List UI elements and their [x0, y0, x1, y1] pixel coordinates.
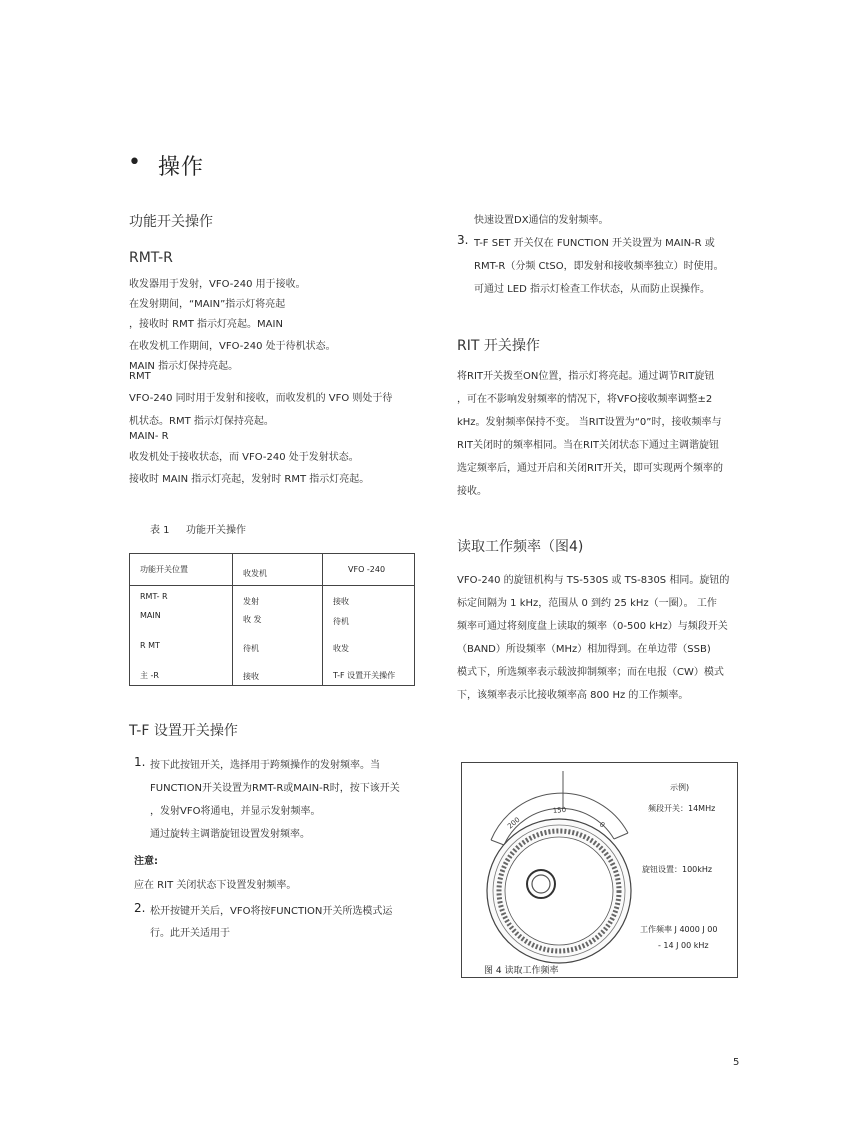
note-label: 注意: [134, 856, 158, 867]
scale-band-end [614, 833, 628, 839]
scale-label-200: 200 [506, 815, 522, 831]
table-cell: MAIN [140, 611, 161, 620]
list-item-line: 可通过 LED 指示灯检查工作状态，从而防止误操作。 [474, 284, 710, 295]
table-caption-text: 功能开关操作 [186, 525, 246, 536]
paragraph-line: 机状态。RMT 指示灯保持亮起。 [129, 416, 274, 427]
paragraph-line: 在发射期间，“MAIN”指示灯将亮起 [129, 299, 286, 310]
list-number: 2. [134, 901, 146, 915]
figure-knob-setting: 旋钮设置：100kHz [642, 865, 713, 874]
section-heading-read-frequency: 读取工作频率（图4) [457, 539, 584, 555]
list-item-line: 通过旋转主调谐旋钮设置发射频率。 [150, 829, 310, 840]
paragraph-line: ，可在不影响发射频率的情况下，将VFO接收频率调整±2 [457, 394, 713, 405]
knob-face [505, 837, 613, 945]
list-item-line: RMT-R（分频 CtSO，即发射和接收频率独立）时使用。 [474, 261, 724, 272]
table-cell: 收发 [333, 644, 349, 653]
function-switch-table [129, 553, 415, 686]
paragraph-line: 频率可通过将刻度盘上读取的频率（0-500 kHz）与频段开关 [457, 621, 728, 632]
list-item-line: 按下此按钮开关，选择用于跨频操作的发射频率。当 [150, 760, 380, 771]
paragraph-line: 选定频率后，通过开启和关闭RIT开关，即可实现两个频率的 [457, 463, 724, 474]
list-item-line: ，发射VFO将通电，并显示发射频率。 [150, 806, 321, 817]
scale-label-150: 150 [552, 805, 567, 815]
note-text: 应在 RIT 关闭状态下设置发射频率。 [134, 880, 297, 891]
table-header-cell: VFO -240 [348, 565, 386, 574]
table-cell: 发射 [243, 597, 259, 606]
paragraph-line: VFO-240 同时用于发射和接收，而收发机的 VFO 则处于待 [129, 393, 393, 404]
paragraph-line: 接收时 MAIN 指示灯亮起，发射时 RMT 指示灯亮起。 [129, 474, 370, 485]
paragraph-line: 标定间隔为 1 kHz，范围从 0 到约 25 kHz（一圈）。 工作 [457, 598, 717, 609]
paragraph-line: （BAND）所设频率（MHz）相加得到。在单边带（SSB) [457, 644, 711, 655]
paragraph-line: VFO-240 的旋钮机构与 TS-530S 或 TS-830S 相同。旋钮的 [457, 575, 730, 586]
scale-label-0: 0 [597, 820, 607, 830]
subheading-rmt-r: RMT-R [129, 250, 173, 266]
figure-band-switch: 频段开关：14MHz [648, 804, 716, 813]
paragraph-line: 收发器用于发射，VFO-240 用于接收。 [129, 279, 306, 290]
page-title: 操作 [158, 155, 205, 180]
table-divider [130, 585, 414, 586]
list-item-line: FUNCTION开关设置为RMT-R或MAIN-R时，按下该开关 [150, 783, 400, 794]
scale-band-end [491, 840, 504, 845]
paragraph-line: 下，该频率表示比接收频率高 800 Hz 的工作频率。 [457, 690, 689, 701]
table-divider [322, 554, 323, 685]
paragraph-line: ，接收时 RMT 指示灯亮起。MAIN [129, 319, 283, 330]
section-heading-rit: RIT 开关操作 [457, 338, 540, 354]
table-caption-number: 表 1 [150, 525, 170, 536]
table-cell: R MT [140, 641, 160, 650]
figure-example-label: 示例) [670, 783, 690, 792]
paragraph-line: MAIN- R [129, 431, 169, 442]
table-cell: 接收 [243, 672, 259, 681]
paragraph-line: 收发机处于接收状态，而 VFO-240 处于发射状态。 [129, 452, 359, 463]
table-cell: 待机 [333, 617, 349, 626]
paragraph-line: kHz。发射频率保持不变。 当RIT设置为“0”时，接收频率与 [457, 417, 722, 428]
list-number: 3. [457, 233, 469, 247]
paragraph-line: 快速设置DX通信的发射频率。 [474, 215, 609, 226]
paragraph-line: 模式下，所选频率表示载波抑制频率；而在电报（CW）模式 [457, 667, 724, 678]
paragraph-line: 接收。 [457, 486, 487, 497]
title-bullet: • [128, 150, 142, 175]
paragraph-line: MAIN 指示灯保持亮起。 [129, 361, 239, 372]
figure-caption: 图 4 读取工作频率 [484, 966, 559, 976]
page-number: 5 [733, 1057, 740, 1068]
paragraph-line: 在收发机工作期间，VFO-240 处于待机状态。 [129, 341, 336, 352]
table-cell: 收 发 [243, 615, 262, 624]
figure-freq-line2: - 14 J 00 kHz [658, 941, 709, 950]
figure-read-frequency [461, 762, 738, 978]
table-cell: 主 -R [140, 671, 159, 680]
table-cell: T-F 设置开关操作 [333, 671, 396, 680]
list-number: 1. [134, 755, 146, 769]
figure-freq-line1: 工作频率 J 4000 J 00 [640, 925, 718, 934]
paragraph-line: 将RIT开关拨至ON位置，指示灯将亮起。通过调节RIT旋钮 [457, 371, 715, 382]
section-heading-tf-set: T-F 设置开关操作 [129, 723, 238, 739]
table-cell: RMT- R [140, 592, 168, 601]
table-cell: 接收 [333, 597, 349, 606]
list-item-line: T-F SET 开关仅在 FUNCTION 开关设置为 MAIN-R 或 [474, 238, 715, 249]
paragraph-line: RMT [129, 371, 151, 382]
knob-finger-dimple-inner [532, 875, 550, 893]
list-item-line: 行。此开关适用于 [150, 928, 230, 939]
table-header-cell: 收发机 [243, 569, 267, 578]
paragraph-line: RIT关闭时的频率相同。当在RIT关闭状态下通过主调谐旋钮 [457, 440, 720, 451]
list-item-line: 松开按键开关后，VFO将按FUNCTION开关所选模式运 [150, 906, 393, 917]
table-divider [232, 554, 233, 685]
section-heading-function-switch: 功能开关操作 [129, 214, 213, 230]
table-cell: 待机 [243, 644, 259, 653]
table-header-cell: 功能开关位置 [140, 565, 188, 574]
